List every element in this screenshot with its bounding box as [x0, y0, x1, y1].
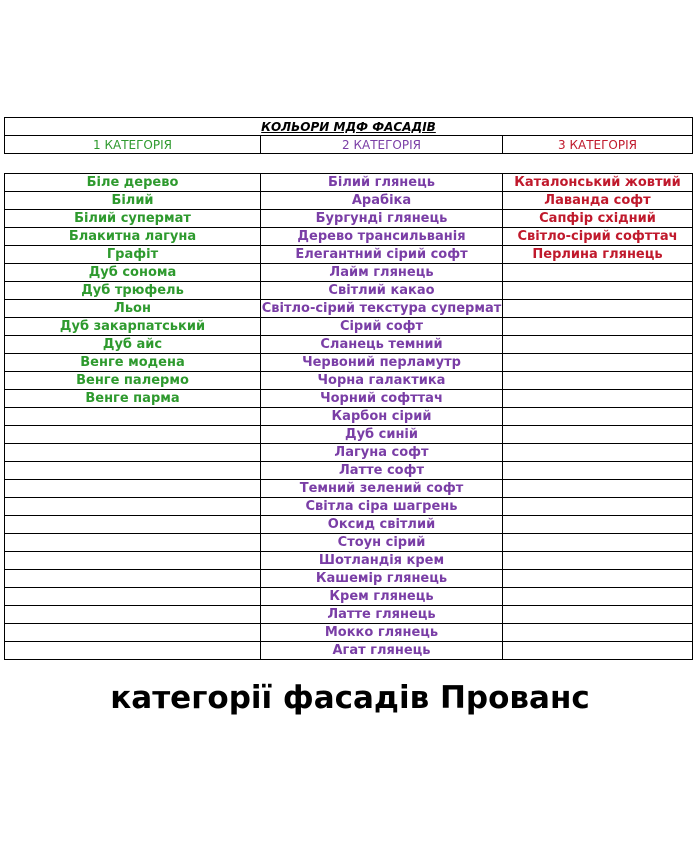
category-2-cell: Латте софт — [261, 462, 503, 480]
category-3-cell — [503, 462, 693, 480]
table-row — [5, 354, 693, 372]
category-3-cell — [503, 300, 693, 318]
category-2-cell: Світла сіра шагрень — [261, 498, 503, 516]
category-3-cell: Лаванда софт — [503, 192, 693, 210]
category-2-cell: Арабіка — [261, 192, 503, 210]
table-row — [5, 624, 693, 642]
category-2-cell: Карбон сірий — [261, 408, 503, 426]
table-row — [5, 192, 693, 210]
category-1-cell: Льон — [5, 300, 261, 318]
category-3-cell — [503, 480, 693, 498]
category-1-cell — [5, 408, 261, 426]
table-row — [5, 174, 693, 192]
table-row — [5, 246, 693, 264]
table-row — [5, 390, 693, 408]
category-3-cell — [503, 570, 693, 588]
category-3-cell — [503, 336, 693, 354]
table-row — [5, 480, 693, 498]
category-2-cell: Стоун сірий — [261, 534, 503, 552]
category-3-cell — [503, 588, 693, 606]
table-row — [5, 300, 693, 318]
table-row — [5, 228, 693, 246]
table-row — [5, 336, 693, 354]
category-3-cell — [503, 264, 693, 282]
category-2-cell: Крем глянець — [261, 588, 503, 606]
category-2-cell: Бургунді глянець — [261, 210, 503, 228]
category-2-cell: Білий глянець — [261, 174, 503, 192]
category-1-cell: Венге парма — [5, 390, 261, 408]
table-row — [5, 426, 693, 444]
table-row — [5, 552, 693, 570]
category-3-header: 3 КАТЕГОРІЯ — [503, 136, 693, 154]
table-row — [5, 534, 693, 552]
category-1-cell: Білий — [5, 192, 261, 210]
category-2-cell: Лайм глянець — [261, 264, 503, 282]
table-row — [5, 606, 693, 624]
table-row — [5, 210, 693, 228]
category-3-cell — [503, 390, 693, 408]
category-1-cell — [5, 462, 261, 480]
category-2-cell: Шотландія крем — [261, 552, 503, 570]
category-2-cell: Агат глянець — [261, 642, 503, 660]
table-row — [5, 462, 693, 480]
table-row — [5, 372, 693, 390]
header-table — [4, 117, 693, 154]
category-1-cell — [5, 552, 261, 570]
category-3-cell — [503, 372, 693, 390]
category-3-cell — [503, 354, 693, 372]
category-2-cell: Лагуна софт — [261, 444, 503, 462]
category-2-cell: Світлий какао — [261, 282, 503, 300]
category-3-cell — [503, 552, 693, 570]
category-2-cell: Дерево трансильванія — [261, 228, 503, 246]
table-row — [5, 588, 693, 606]
category-2-cell: Елегантний сірий софт — [261, 246, 503, 264]
category-1-cell — [5, 606, 261, 624]
category-1-cell — [5, 480, 261, 498]
colors-table-body — [5, 174, 693, 660]
category-2-cell: Чорна галактика — [261, 372, 503, 390]
category-1-cell — [5, 444, 261, 462]
table-row — [5, 498, 693, 516]
category-2-cell: Сірий софт — [261, 318, 503, 336]
category-1-cell — [5, 498, 261, 516]
category-2-cell: Латте глянець — [261, 606, 503, 624]
category-3-cell — [503, 444, 693, 462]
category-1-cell — [5, 534, 261, 552]
category-3-cell — [503, 534, 693, 552]
table-row — [5, 282, 693, 300]
table-row — [5, 318, 693, 336]
category-2-cell: Мокко глянець — [261, 624, 503, 642]
category-3-cell — [503, 606, 693, 624]
category-3-cell: Перлина глянець — [503, 246, 693, 264]
category-3-cell — [503, 516, 693, 534]
page-caption: категорії фасадів Прованс — [110, 680, 590, 716]
category-1-cell — [5, 426, 261, 444]
category-1-cell: Дуб трюфель — [5, 282, 261, 300]
category-2-cell: Оксид світлий — [261, 516, 503, 534]
table-row — [5, 516, 693, 534]
category-1-cell — [5, 624, 261, 642]
category-2-header: 2 КАТЕГОРІЯ — [261, 136, 503, 154]
category-2-cell: Дуб синій — [261, 426, 503, 444]
table-title-text: КОЛЬОРИ МДФ ФАСАДІВ — [261, 119, 436, 134]
table-row — [5, 444, 693, 462]
category-1-cell — [5, 570, 261, 588]
category-1-cell: Венге модена — [5, 354, 261, 372]
category-3-cell — [503, 624, 693, 642]
table-row — [5, 570, 693, 588]
category-1-cell: Біле дерево — [5, 174, 261, 192]
category-2-cell: Кашемір глянець — [261, 570, 503, 588]
category-3-cell — [503, 642, 693, 660]
category-2-cell: Чорний софттач — [261, 390, 503, 408]
category-1-cell: Блакитна лагуна — [5, 228, 261, 246]
category-1-cell: Дуб закарпатський — [5, 318, 261, 336]
category-1-cell: Дуб сонома — [5, 264, 261, 282]
category-3-cell: Світло-сірий софттач — [503, 228, 693, 246]
category-1-cell: Графіт — [5, 246, 261, 264]
category-3-cell — [503, 282, 693, 300]
category-1-cell: Венге палермо — [5, 372, 261, 390]
table-title — [5, 118, 693, 136]
table-row — [5, 642, 693, 660]
category-3-cell — [503, 408, 693, 426]
table-row — [5, 264, 693, 282]
category-2-cell: Світло-сірий текстура супермат — [261, 301, 502, 316]
category-3-cell — [503, 318, 693, 336]
category-3-cell — [503, 498, 693, 516]
category-1-header: 1 КАТЕГОРІЯ — [5, 136, 261, 154]
colors-table — [4, 173, 693, 660]
category-3-cell: Каталонський жовтий — [503, 174, 693, 192]
category-1-cell — [5, 588, 261, 606]
category-1-cell — [5, 516, 261, 534]
category-2-cell: Червоний перламутр — [261, 354, 503, 372]
category-2-cell: Темний зелений софт — [261, 480, 503, 498]
category-1-cell: Білий супермат — [5, 210, 261, 228]
category-1-cell: Дуб айс — [5, 336, 261, 354]
category-1-cell — [5, 642, 261, 660]
category-2-cell: Сланець темний — [261, 336, 503, 354]
category-3-cell: Сапфір східний — [503, 210, 693, 228]
category-3-cell — [503, 426, 693, 444]
table-row — [5, 408, 693, 426]
